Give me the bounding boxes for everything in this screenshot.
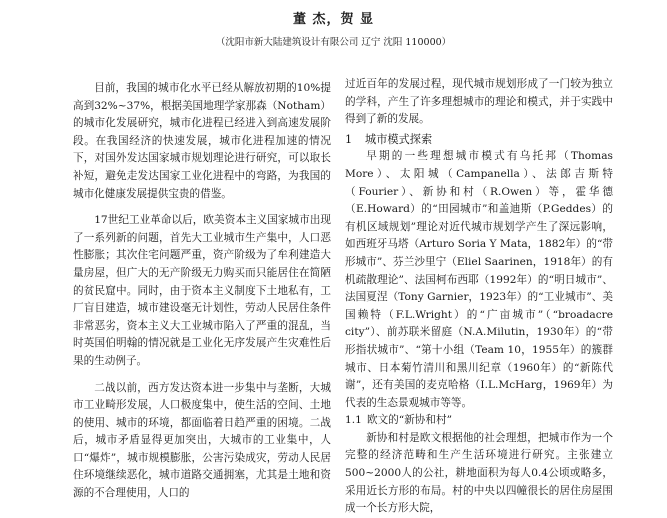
left-column <box>73 80 331 500</box>
authors: 董 杰，贺 显 <box>292 12 375 27</box>
subsection-heading <box>345 412 613 430</box>
right-paragraph-1: 过近百年的发展过程，现代城市规划形成了一门较为独立的学科，产生了许多理想城市的理论和模式，并于实践中得到了新的发展。 <box>345 78 613 126</box>
section-heading <box>345 131 613 149</box>
left-paragraph-2: 17世纪工业革命以后，欧美资本主义国家城市出现了一系列新的问题，首先大工业城市生产集中，人口恶性膨胀；其次住宅问题严重，资产阶级为了牟利建造大量房屋，但广大的无产阶级无力购买而只能居住在简陋的贫民窟中。同时，由于资本主义制度下土地私有，工厂盲目建造，城市建设毫无计划性，劳动人民居住条件非常恶劣，资本主义大工业城市陷入了严重的混乱，当时英国伯明翰的情况就是工业化无序发展产生灾难性后果的生动例子。 <box>73 214 331 367</box>
subsection-number: 1.1 <box>345 414 362 427</box>
right-column <box>345 76 613 515</box>
right-paragraph-3: 新协和村是欧文根据他的社会理想，把城市作为一个完整的经济范畴和生产生活环境进行研究。主张建立500~2000人的公社，耕地面积为每人0.4公顷或略多，采用近长方形的布局。村的中央以四幢很长的居住房屋围成一个长方形大院， <box>345 431 613 515</box>
affiliation: （沈阳市新大陆建筑设计有限公司 辽宁 沈阳 110000） <box>215 37 452 48</box>
subsection-title: 欧文的“新协和村” <box>367 414 452 427</box>
right-paragraph-2: 早期的一些理想城市模式有乌托邦（Thomas More）、太阳城（Campanella）、法郎吉斯特（Fourier）、新协和村（R.Owen）等，霍华德（E.Howard）的“田园城市”和盖迪斯（P.Geddes）的有机区域规划”理论对近代城市规划学产生了深远影响，如西班牙马塔（Arturo Soria Y Mata，1882年）的“带形城市”、芬兰沙里宁（Eliel Saarinen，1918年）的有机疏散理论”、法国柯布西耶（1992年）的“明日城市”、法国夏涅（Tony Garnier，1923年）的“工业城市”、美国赖特（F.L.Wright）的“广亩城市”（“broadacre city”）、前苏联米留庭（N.A.Milutin，1930年）的“带形指状城市”、“第十小组（Team 10，1955年）的簇群城市、日本菊竹清川和黑川纪章（1960年）的“新陈代谢”，还有美国的麦克哈格（I.L.McHarg，1969年）为代表的生态景观城市等等。 <box>345 150 613 409</box>
left-paragraph-3: 二战以前，西方发达资本进一步集中与垄断，大城市工业畸形发展，人口极度集中，使生活的空间、土地的使用、城市的环境，都面临着日趋严重的困境。二战后，城市矛盾显得更加突出，大城市的工业集中，人口“爆炸”，城市规模膨胀，公害污染成灾，劳动人民居住环境继续恶化，城市道路交通拥塞，尤其是土地和资源的不合理使用，人口的 <box>73 381 331 500</box>
section-number: 1 <box>345 132 353 146</box>
section-title: 城市模式探索 <box>365 132 433 146</box>
left-paragraph-1: 目前，我国的城市化水平已经从解放初期的10%提高到32%~37%，根据美国地理学家那森（Notham）的城市化发展研究，城市化进程已经进入到高速发展阶段。在我国经济的快速发展，城市化进程加速的情况下，对国外发达国家城市规划理论进行研究，可以取长补短，避免走发达国家工业化进程中的弯路，为我国的城市化健康发展提供宝贵的借鉴。 <box>73 82 331 200</box>
